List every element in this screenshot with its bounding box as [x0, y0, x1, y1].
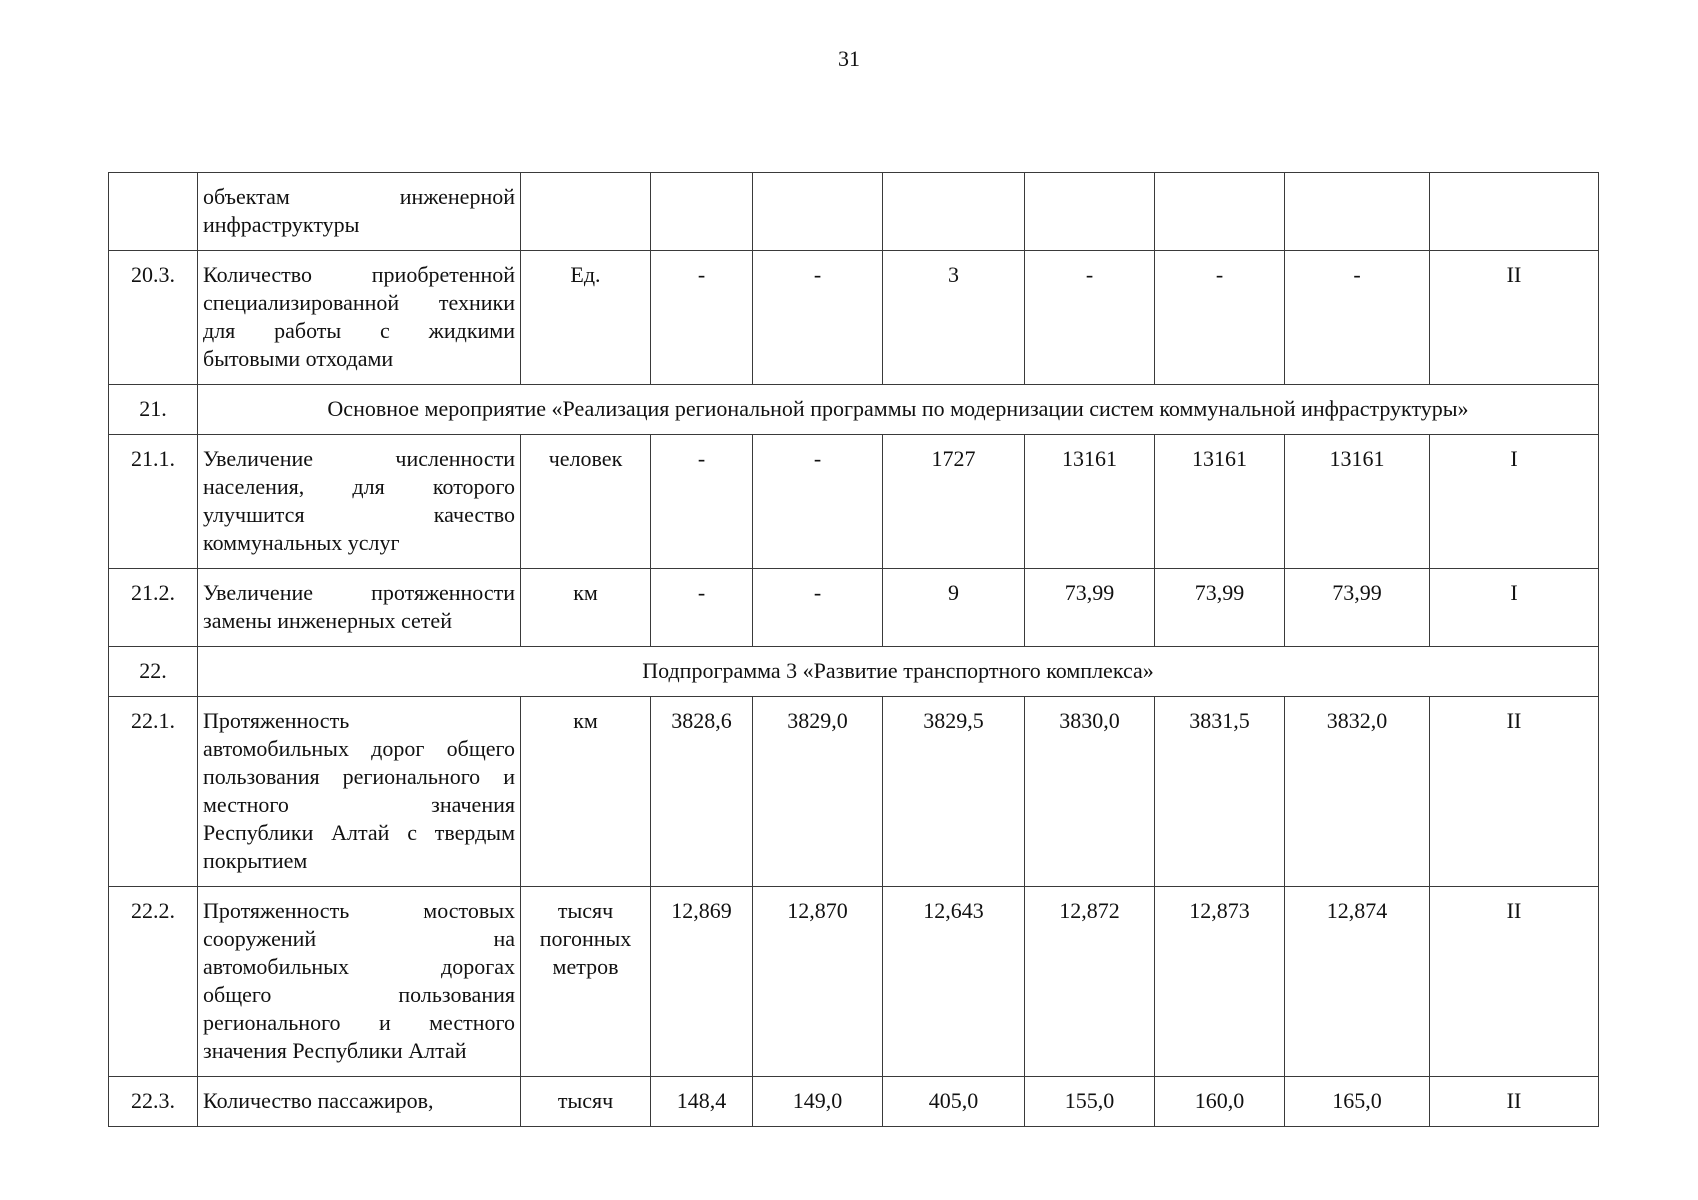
- indicator-name: [198, 887, 521, 1077]
- table-body: [109, 173, 1599, 1127]
- row-number: 22.2.: [109, 887, 198, 1077]
- table-row: [109, 173, 1599, 251]
- indicator-name: [198, 697, 521, 887]
- value-cell: 3832,0: [1285, 697, 1430, 887]
- value-cell: [651, 173, 753, 251]
- value-cell: 1727: [883, 435, 1025, 569]
- value-cell: 3828,6: [651, 697, 753, 887]
- value-cell: 12,870: [753, 887, 883, 1077]
- indicator-name-line: бытовыми отходами: [203, 346, 394, 371]
- unit-cell: тысяч погонных метров: [521, 887, 651, 1077]
- table-row: [109, 569, 1599, 647]
- indicator-name-line: специализированной техники: [203, 290, 515, 315]
- indicator-name-line: населения, для которого: [203, 474, 515, 499]
- indicator-name-line: замены инженерных сетей: [203, 608, 452, 633]
- unit-cell: км: [521, 569, 651, 647]
- value-cell: [883, 173, 1025, 251]
- indicator-name-line: регионального и местного: [203, 1010, 515, 1035]
- priority-cell: I: [1430, 569, 1599, 647]
- section-row: [109, 385, 1599, 435]
- row-number: 20.3.: [109, 251, 198, 385]
- table-row: [109, 1077, 1599, 1127]
- indicator-name-line: Протяженность: [203, 708, 350, 733]
- indicator-name-line: автомобильных дорогах: [203, 954, 515, 979]
- unit-cell: Ед.: [521, 251, 651, 385]
- indicator-name-line: местного значения: [203, 792, 515, 817]
- indicator-name-line: Протяженность мостовых: [203, 898, 515, 923]
- unit-cell: человек: [521, 435, 651, 569]
- indicator-name-line: Количество приобретенной: [203, 262, 515, 287]
- indicators-table: [108, 172, 1599, 1127]
- value-cell: [1285, 173, 1430, 251]
- value-cell: -: [753, 569, 883, 647]
- priority-cell: [1430, 173, 1599, 251]
- priority-cell: II: [1430, 1077, 1599, 1127]
- value-cell: 3831,5: [1155, 697, 1285, 887]
- indicator-name: [198, 173, 521, 251]
- indicator-name-line: Увеличение протяженности: [203, 580, 515, 605]
- row-number: 21.2.: [109, 569, 198, 647]
- value-cell: 12,872: [1025, 887, 1155, 1077]
- indicator-name-line: инфраструктуры: [203, 212, 360, 237]
- priority-cell: II: [1430, 697, 1599, 887]
- table-row: [109, 887, 1599, 1077]
- value-cell: 12,869: [651, 887, 753, 1077]
- value-cell: [1155, 173, 1285, 251]
- value-cell: -: [1025, 251, 1155, 385]
- priority-cell: II: [1430, 887, 1599, 1077]
- value-cell: -: [753, 251, 883, 385]
- value-cell: 3830,0: [1025, 697, 1155, 887]
- indicator-name-line: покрытием: [203, 848, 308, 873]
- indicator-name-line: объектам инженерной: [203, 184, 515, 209]
- value-cell: 148,4: [651, 1077, 753, 1127]
- row-number: 22.1.: [109, 697, 198, 887]
- indicator-name-line: Количество пассажиров,: [203, 1088, 434, 1113]
- indicator-name-line: пользования регионального и: [203, 764, 515, 789]
- indicator-name: [198, 251, 521, 385]
- indicator-name: [198, 435, 521, 569]
- section-row: [109, 647, 1599, 697]
- value-cell: 405,0: [883, 1077, 1025, 1127]
- row-number: 22.: [109, 647, 198, 697]
- value-cell: -: [753, 435, 883, 569]
- value-cell: 165,0: [1285, 1077, 1430, 1127]
- indicator-name-line: для работы с жидкими: [203, 318, 515, 343]
- value-cell: 73,99: [1025, 569, 1155, 647]
- value-cell: 9: [883, 569, 1025, 647]
- indicator-name-line: улучшится качество: [203, 502, 515, 527]
- value-cell: 12,643: [883, 887, 1025, 1077]
- priority-cell: II: [1430, 251, 1599, 385]
- unit-cell: тысяч: [521, 1077, 651, 1127]
- table-row: [109, 251, 1599, 385]
- value-cell: [1025, 173, 1155, 251]
- indicator-name: [198, 1077, 521, 1127]
- priority-cell: I: [1430, 435, 1599, 569]
- value-cell: 13161: [1285, 435, 1430, 569]
- row-number: 21.: [109, 385, 198, 435]
- indicator-name-line: Увеличение численности: [203, 446, 515, 471]
- page-number: 31: [838, 46, 860, 71]
- table-row: [109, 435, 1599, 569]
- value-cell: 12,874: [1285, 887, 1430, 1077]
- row-number: 22.3.: [109, 1077, 198, 1127]
- section-title: Основное мероприятие «Реализация региональной программы по модернизации систем коммунальной инфраструктуры»: [198, 385, 1599, 435]
- row-number: 21.1.: [109, 435, 198, 569]
- value-cell: -: [651, 435, 753, 569]
- row-number: [109, 173, 198, 251]
- value-cell: 3829,0: [753, 697, 883, 887]
- value-cell: 73,99: [1155, 569, 1285, 647]
- value-cell: 12,873: [1155, 887, 1285, 1077]
- section-title: Подпрограмма 3 «Развитие транспортного комплекса»: [198, 647, 1599, 697]
- value-cell: 3: [883, 251, 1025, 385]
- table-row: [109, 697, 1599, 887]
- indicator-name-line: Республики Алтай с твердым: [203, 820, 515, 845]
- value-cell: 73,99: [1285, 569, 1430, 647]
- value-cell: [753, 173, 883, 251]
- value-cell: 13161: [1155, 435, 1285, 569]
- indicator-name-line: значения Республики Алтай: [203, 1038, 467, 1063]
- value-cell: -: [651, 251, 753, 385]
- value-cell: 149,0: [753, 1077, 883, 1127]
- indicator-name-line: автомобильных дорог общего: [203, 736, 515, 761]
- unit-cell: [521, 173, 651, 251]
- value-cell: 13161: [1025, 435, 1155, 569]
- value-cell: 3829,5: [883, 697, 1025, 887]
- indicator-name-line: коммунальных услуг: [203, 530, 400, 555]
- indicator-name: [198, 569, 521, 647]
- indicator-name-line: сооружений на: [203, 926, 515, 951]
- value-cell: -: [1285, 251, 1430, 385]
- indicator-name-line: общего пользования: [203, 982, 515, 1007]
- value-cell: 155,0: [1025, 1077, 1155, 1127]
- value-cell: -: [1155, 251, 1285, 385]
- unit-cell: км: [521, 697, 651, 887]
- value-cell: 160,0: [1155, 1077, 1285, 1127]
- value-cell: -: [651, 569, 753, 647]
